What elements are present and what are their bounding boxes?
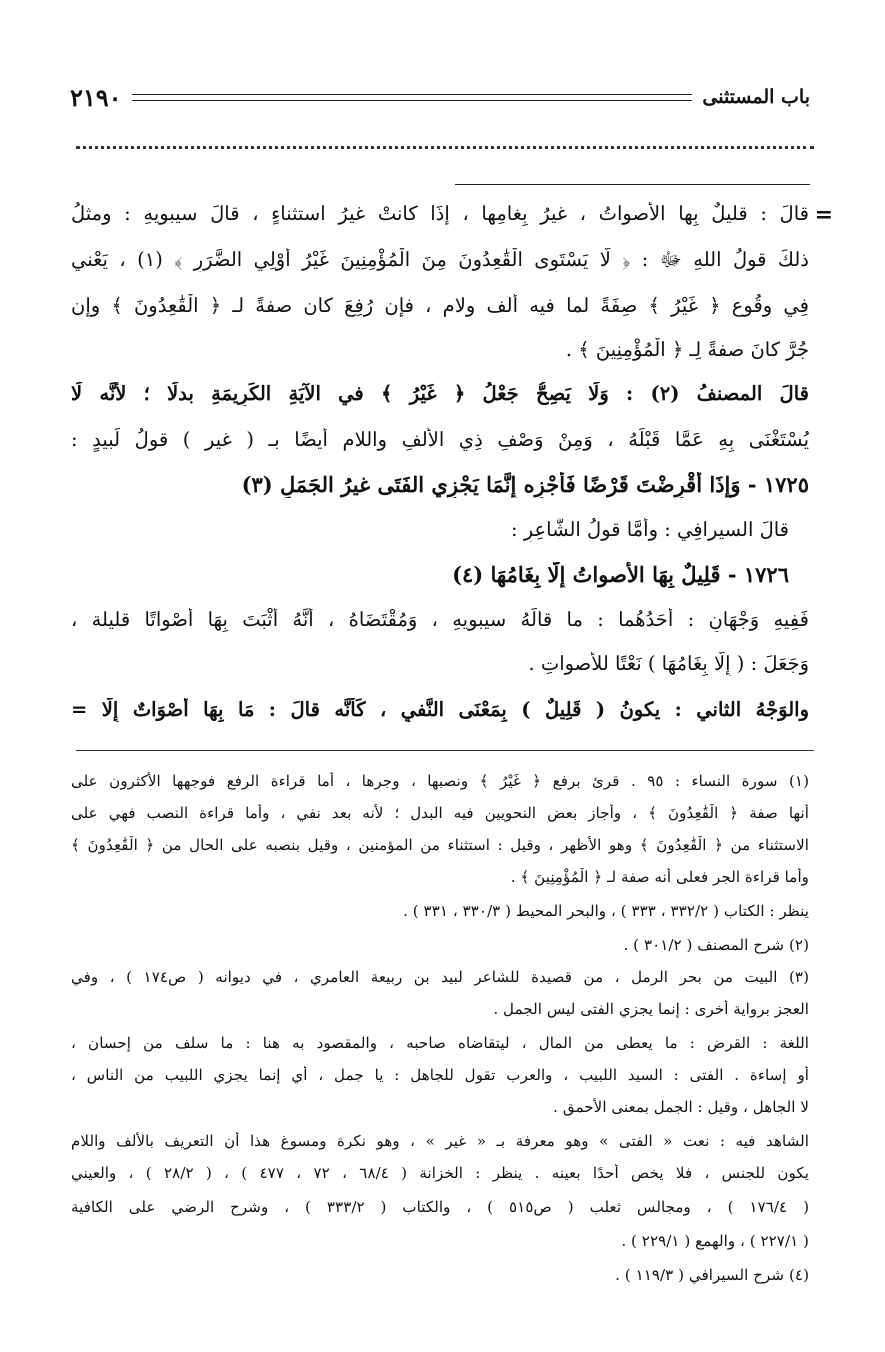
body-line-8: قالَ السيرافِي : وأَمَّا قولُ الشَّاعِرِ : — [510, 518, 789, 541]
continuation-mark-start: = — [814, 202, 833, 228]
body-line-3: فِي وقُوعِ ﴿ غَيْرُ ﴾ صِفَةً لما فيه ألف ولام ، فإن رُفِعَ كان صفةً لـ ﴿ الْقَٰعِدُونَ ﴾ وإن — [71, 294, 809, 317]
footnote-3-line-6: الشاهد فيه : نعت « الفتى » وهو معرفة بـ « غير » ، وهو نكرة ومسوغ هذا أن التعريف بالألف واللام — [71, 1132, 809, 1150]
continuation-rule — [455, 184, 810, 185]
footnote-separator — [76, 750, 814, 751]
footnote-3-line-5: لا الجاهل ، وقيل : الجمل بمعنى الأحمق . — [553, 1098, 809, 1116]
body-line-6: يُسْتَغْنَى بِهِ عَمَّا قَبْلَهُ ، وَمِنْ وَصْفِ ذِي الألفِ واللامِ أيضًا بـ ( غير ) قولُ لَبيدٍ : — [71, 428, 809, 451]
footnote-3-line-1: (٣) البيت من بحر الرمل ، من قصيدة للشاعر لبيد بن ربيعة العامري ، في ديوانه ( ص١٧٤ ) ، وفي — [71, 968, 809, 986]
body-line-1: قالَ : قليلٌ بِها الأصواتُ ، غيرُ بِغامِها ، إذَا كانتْ غيرُ استثناءٍ ، قالَ سيبويهِ : ومثلُ — [71, 202, 809, 225]
footnote-3-line-7: يكون للجنس ، فلا يخص أحدًا بعينه . ينظر : الخزانة ( ٦٨/٤ ، ٧٢ ، ٤٧٧ ) ، ( ٢٨/٢ ) ، والعيني — [71, 1164, 809, 1182]
footnote-3-line-9: ( ٢٢٧/١ ) ، والهمع ( ٢٢٩/١ ) . — [621, 1232, 809, 1250]
body-line-11: وَجَعَلَ : ( إِلَّا بِغَامُهَا ) نَعْتًا للأصواتِ . — [528, 652, 809, 675]
body-line-2: ذلكَ قولُ اللهِ ﷻ : ﴿ لَّا يَسْتَوِى الْقَٰعِدُونَ مِنَ الْمُؤْمِنِينَ غَيْرُ أُوْلِي الضَّرَرِ ﴾ (١) ، يَعْني — [71, 248, 809, 271]
footnote-4: (٤) شرح السيرافي ( ١١٩/٣ ) . — [615, 1266, 809, 1284]
footnote-3-line-2: العجز برواية أخرى : إنما يجزي الفتى ليس الجمل . — [493, 1000, 809, 1018]
footnote-2: (٢) شرح المصنف ( ٣٠١/٢ ) . — [623, 936, 809, 954]
footnote-1-line-4: وأما قراءة الجر فعلى أنه صفة لـ ﴿ الْمُؤْمِنِينَ ﴾ . — [510, 868, 809, 886]
dotted-separator — [76, 146, 814, 149]
footnote-3-line-4: أو إساءة . الفتى : السيد اللبيب ، والعرب تقول للجاهل : يا جمل ، أي إنما يجزي اللبيب من الناس ، — [71, 1066, 809, 1084]
header-double-rule — [132, 94, 693, 101]
verse-1726: ١٧٢٦ - قَلِيلٌ بِهَا الأَصواتُ إِلَّا بِغَامُهَا (٤) — [452, 562, 789, 587]
footnote-3-line-3: اللغة : القرض : ما يعطى من المال ، ليتقاضاه صاحبه ، والمقصود به هنا : ما سلف من إحسان ، — [71, 1034, 809, 1052]
chapter-title: باب المستثنى — [702, 86, 810, 108]
body-line-10: فَفِيهِ وَجْهَانِ : أَحَدُهُما : ما قالَهُ سيبويهِ ، وَمُقْتَضَاهُ ، أَنَّهُ أَثْبَتَ بِهَا أَصْواتًا قليلة ، — [71, 608, 809, 631]
verse-1725: ١٧٢٥ - وَإِذَا أُقْرِضْتَ قَرْضًا فَأَجْزِه إِنَّمَا يَجْزِي الفَتَى غيرُ الجَمَلِ (٣) — [241, 472, 809, 497]
footnote-1-line-1: (١) سورة النساء : ٩٥ . قرئ برفع ﴿ غَيْرُ ﴾ ونصبها ، وجرها ، أما قراءة الرفع فوجهها الأكثرون على — [71, 772, 809, 790]
body-line-12: والوَجْهُ الثاني : يكونُ ( قَلِيلٌ ) بِمَعْنَى النَّفيِ ، كَأَنَّه قالَ : مَا بِهَا أَصْوَاتٌ إِلَّا = — [71, 698, 809, 721]
body-line-5: قالَ المصنفُ (٢) : وَلَا يَصِحُّ جَعْلُ ﴿ غَيْرُ ﴾ في الآيَةِ الكَرِيمَةِ بدلًا ؛ لأنَّه لَا — [71, 382, 809, 405]
footnote-1-line-3: الاستثناء من ﴿ الْقَٰعِدُونَ ﴾ وهو الأظهر ، وقيل : استثناء من المؤمنين ، وقيل بنصبه على الحال من ﴿ الْقَٰعِدُونَ ﴾ — [71, 836, 809, 854]
footnote-3-line-8: ( ١٧٦/٤ ) ، ومجالس ثعلب ( ص٥١٥ ) ، والكتاب ( ٣٣٣/٢ ) ، وشرح الرضي على الكافية — [71, 1198, 809, 1216]
footnote-1-line-2: أنها صفة ﴿ الْقَٰعِدُونَ ﴾ ، وأجاز بعض النحويين فيه البدل ؛ لأنه بعد نفي ، وأما قراءة النصب فهي على — [71, 804, 809, 822]
running-header — [70, 80, 810, 114]
body-line-4: جُرَّ كانَ صفةً لِـ ﴿ الْمُؤْمِنِينَ ﴾ . — [565, 338, 809, 361]
page-number: ٢١٩٠ — [70, 82, 122, 112]
footnote-1-refs: ينظر : الكتاب ( ٣٣٢/٢ ، ٣٣٣ ) ، والبحر المحيط ( ٣٣٠/٣ ، ٣٣١ ) . — [403, 902, 809, 920]
